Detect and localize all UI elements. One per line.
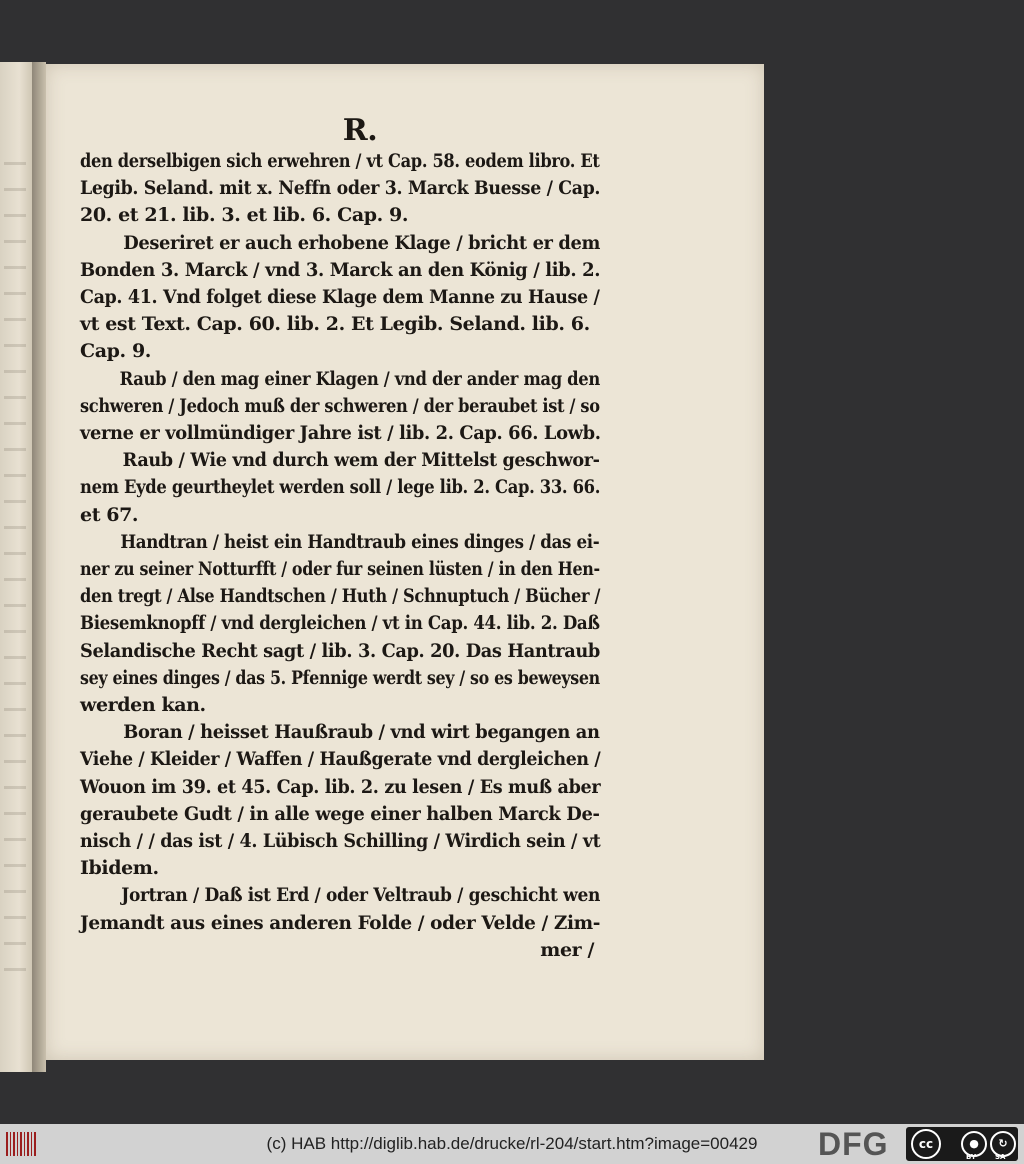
text-line: Handtran / heist ein Handtraub eines dinges / das ei-	[120, 530, 600, 553]
text-line: Wouon im 39. et 45. Cap. lib. 2. zu lesen / Es muß aber	[80, 775, 601, 798]
text-line: sey eines dinges / das 5. Pfennige werdt sey / so es beweysen	[80, 666, 600, 689]
text-line: Raub / den mag einer Klagen / vnd der ander mag den	[119, 367, 600, 390]
text-line: vt est Text. Cap. 60. lib. 2. Et Legib. Seland. lib. 6.	[80, 313, 590, 336]
by-label: BY	[966, 1153, 977, 1161]
text-line: Legib. Seland. mit x. Neffn oder 3. Marck Buesse / Cap.	[80, 177, 601, 200]
text-line: geraubete Gudt / in alle wege einer halben Marck De-	[80, 802, 600, 825]
text-line: Bonden 3. Marck / vnd 3. Marck an den König / lib. 2.	[80, 258, 601, 281]
license-badge[interactable]	[906, 1127, 1018, 1161]
text-line: Cap. 9.	[80, 340, 151, 363]
text-line: verne er vollmündiger Jahre ist / lib. 2. Cap. 66. Lowb.	[80, 422, 601, 445]
text-line: den tregt / Alse Handtschen / Huth / Schnuptuch / Bücher /	[80, 585, 601, 608]
previous-page-edge	[0, 62, 32, 1072]
page-text	[80, 113, 601, 964]
text-lines	[80, 148, 600, 937]
sa-label: SA	[995, 1153, 1006, 1161]
bleed-through-text	[4, 162, 26, 982]
text-line: Jemandt aus eines anderen Folde / oder Velde / Zim-	[80, 911, 601, 934]
text-line: Ibidem.	[80, 857, 159, 880]
page-heading: R.	[342, 113, 378, 148]
page-gutter	[32, 62, 46, 1072]
text-line: Jortran / Daß ist Erd / oder Veltraub / geschicht wen	[121, 884, 600, 907]
text-line: Viehe / Kleider / Waffen / Haußgerate vnd dergleichen /	[80, 748, 601, 771]
text-line: schweren / Jedoch muß der schweren / der beraubet ist / so	[80, 394, 600, 417]
catchword: mer /	[540, 938, 594, 961]
cc-icon: cc	[911, 1129, 941, 1159]
text-line: werden kan.	[80, 694, 206, 717]
text-line: den derselbigen sich erwehren / vt Cap. 58. eodem libro. Et	[80, 150, 600, 172]
sa-icon: ↻	[990, 1131, 1016, 1157]
dfg-logo[interactable]: DFG	[818, 1126, 889, 1162]
text-line: nem Eyde geurtheylet werden soll / lege lib. 2. Cap. 33. 66.	[80, 476, 601, 499]
text-line: Deseriret er auch erhobene Klage / bricht er dem	[123, 231, 601, 254]
text-line: ner zu seiner Notturfft / oder fur seinen lüsten / in den Hen-	[80, 558, 600, 581]
text-line: Biesemknopff / vnd dergleichen / vt in Cap. 44. lib. 2. Daß	[80, 612, 600, 635]
text-line: Boran / heisset Haußraub / vnd wirt begangen an	[123, 721, 600, 744]
copyright-link[interactable]: (c) HAB http://diglib.hab.de/drucke/rl-204/start.htm?image=00429	[266, 1134, 758, 1153]
text-line: et 67.	[80, 503, 139, 526]
text-line: Cap. 41. Vnd folget diese Klage dem Manne zu Hause /	[80, 286, 600, 309]
text-line: Selandische Recht sagt / lib. 3. Cap. 20. Das Hantraub	[80, 639, 600, 662]
by-icon: ●	[961, 1131, 987, 1157]
footer-bar	[0, 1124, 1024, 1164]
text-line: nisch / / das ist / 4. Lübisch Schilling / Wirdich sein / vt	[80, 830, 601, 853]
text-line: Raub / Wie vnd durch wem der Mittelst geschwor-	[122, 449, 600, 472]
text-line: 20. et 21. lib. 3. et lib. 6. Cap. 9.	[80, 204, 409, 227]
book-page	[46, 64, 764, 1060]
